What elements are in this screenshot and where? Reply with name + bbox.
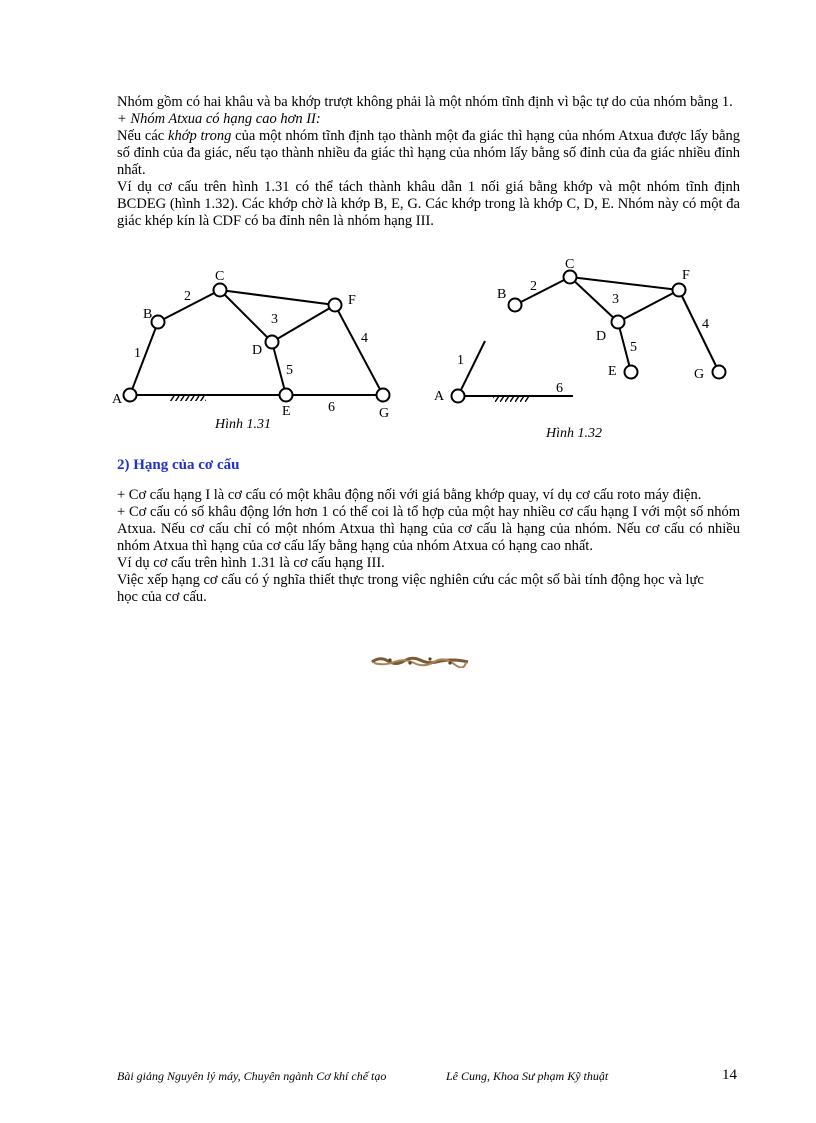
- fig132-link-3: 3: [612, 292, 619, 307]
- section-heading: 2) Hạng của cơ cấu: [117, 457, 240, 473]
- fig131-label-G: G: [379, 406, 390, 421]
- fig131-link-2: 2: [184, 289, 191, 304]
- fig131-link-6: 6: [328, 400, 335, 415]
- fig132-link-2: 2: [530, 279, 537, 294]
- section-text: [117, 487, 740, 606]
- section-paragraph-1: + Cơ cấu hạng I là cơ cấu có một khâu động nối với giá bằng khớp quay, ví dụ cơ cấu roto máy điện.: [117, 487, 702, 503]
- figures: [0, 0, 816, 460]
- fig132-label-E: E: [608, 364, 617, 379]
- page-number: 14: [722, 1067, 737, 1083]
- fig131-label-F: F: [348, 293, 356, 308]
- fig131-label-A: A: [112, 392, 123, 407]
- intro-paragraph-3: Nếu các khớp trong của một nhóm tĩnh định tạo thành một đa giác thì hạng của nhóm Atxua được lấy bằng số đỉnh của đa giác, nếu tạo thành nhiều đa giác thì hạng của nhóm lấy bằng số đỉnh của đa giác nhiều đỉnh nhất.: [117, 128, 741, 178]
- term-khop-trong: khớp trong: [168, 128, 232, 144]
- footer-course: Bài giảng Nguyên lý máy, Chuyên ngành Cơ khí chế tạo: [117, 1069, 387, 1083]
- fig131-label-B: B: [143, 307, 153, 322]
- footer-author: Lê Cung, Khoa Sư phạm Kỹ thuật: [446, 1069, 609, 1083]
- fig131-link-5: 5: [286, 363, 293, 378]
- fig131-link-3: 3: [271, 312, 278, 327]
- fig131-label-E: E: [282, 404, 291, 419]
- fig131-link-4: 4: [361, 331, 368, 346]
- fig132-caption: Hình 1.32: [546, 426, 602, 441]
- fig131-link-1: 1: [134, 346, 141, 361]
- fig132-label-D: D: [596, 329, 607, 344]
- fig132-label-F: F: [682, 268, 690, 283]
- fig132-link-5: 5: [630, 340, 637, 355]
- fig132-label-B: B: [497, 287, 507, 302]
- fig132-link-6: 6: [556, 381, 563, 396]
- fig132-label-A: A: [434, 389, 445, 404]
- ornament-divider: [370, 654, 470, 668]
- figure-1-32: [452, 271, 726, 403]
- intro-subheading: + Nhóm Atxua có hạng cao hơn II:: [117, 111, 321, 127]
- section-paragraph-2: + Cơ cấu có số khâu động lớn hơn 1 có thể coi là tổ hợp của một hay nhiều cơ cấu hạng I với một số nhóm Atxua. Nếu cơ cấu chỉ có một nhóm Atxua thì hạng của cơ cấu là hạng của nhóm. Nếu cơ cấu có nhiều nhóm Atxua thì hạng của cơ cấu lấy bằng hạng của nhóm Atxua có hạng cao nhất.: [117, 504, 740, 554]
- fig132-label-C: C: [565, 257, 575, 272]
- section-paragraph-3: Ví dụ cơ cấu trên hình 1.31 là cơ cấu hạng III.: [117, 555, 385, 571]
- fig131-label-C: C: [215, 269, 225, 284]
- fig132-link-4: 4: [702, 317, 709, 332]
- fig132-link-1: 1: [457, 353, 464, 368]
- intro-paragraph-4: Ví dụ cơ cấu trên hình 1.31 có thể tách thành khâu dẫn 1 nối giá bằng khớp và một nhóm tĩnh định BCDEG (hình 1.32). Các khớp chờ là khớp B, E, G. Các khớp trong là khớp C, D, E. Nhóm này có một đa giác khép kín là CDF có ba đỉnh nên là nhóm hạng III.: [117, 179, 740, 229]
- section-paragraph-4: Việc xếp hạng cơ cấu có ý nghĩa thiết thực trong việc nghiên cứu các một số bài tính động học và lực học của cơ cấu.: [117, 572, 704, 605]
- intro-paragraph-1: Nhóm gồm có hai khâu và ba khớp trượt không phải là một nhóm tĩnh định vì bậc tự do của nhóm bằng 1.: [117, 94, 733, 110]
- fig132-label-G: G: [694, 367, 705, 382]
- fig131-caption: Hình 1.31: [215, 417, 271, 432]
- fig131-label-D: D: [252, 343, 263, 358]
- figure-1-32-labels: [434, 257, 709, 441]
